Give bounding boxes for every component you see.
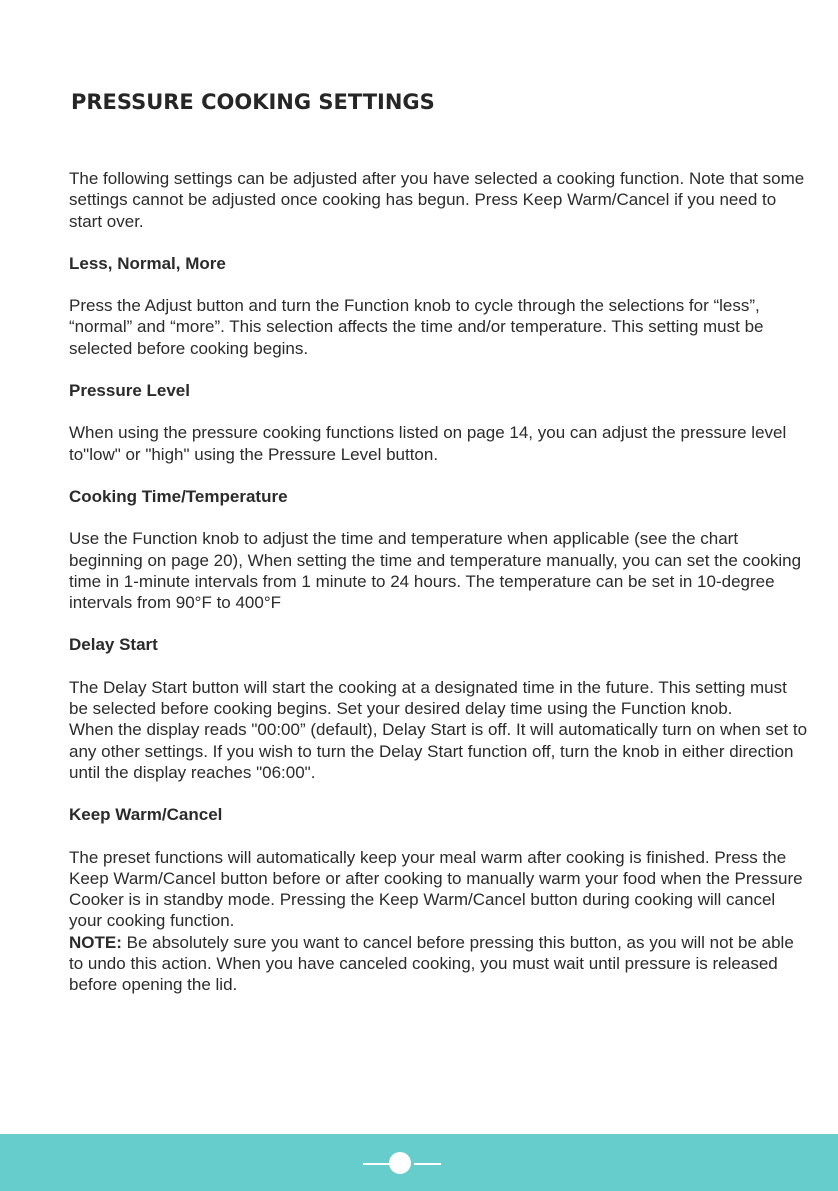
note-label: NOTE: [69,932,122,952]
footer-bar [0,1134,838,1191]
section-heading-less-normal-more: Less, Normal, More [69,253,226,273]
footer-divider-right [414,1163,441,1165]
section-heading-cooking-time-temperature: Cooking Time/Temperature [69,486,288,506]
section-heading-delay-start: Delay Start [69,635,158,655]
page-marker-dot [389,1152,411,1174]
section-heading-pressure-level: Pressure Level [69,381,190,401]
section-body-delay-start-continued: When the display reads "00:00” (default), Delay Start is off. It will automatically turn on when set to any other settings. If you wish to turn the Delay Start function off, turn the knob in either direction until the display reaches "06:00". [69,720,808,782]
footer-divider-left [363,1163,390,1165]
section-body-keep-warm-cancel: The preset functions will automatically keep your meal warm after cooking is finished. Press the Keep Warm/Cancel button before or after cooking to manually warm your food when the Pressure Cooker is in standby mode. Pressing the Keep Warm/Cancel button during cooking will cancel your cooking function. [69,847,803,931]
section-heading-keep-warm-cancel: Keep Warm/Cancel [69,805,223,825]
document-body [69,168,809,996]
page-title: PRESSURE COOKING SETTINGS [71,90,435,114]
section-body-pressure-level: When using the pressure cooking functions listed on page 14, you can adjust the pressure level to"low" or "high" using the Pressure Level button. [69,423,787,464]
section-body-cooking-time-temperature: Use the Function knob to adjust the time and temperature when applicable (see the chart beginning on page 20), When setting the time and temperature manually, you can set the cooking time in 1-minute intervals from 1 minute to 24 hours. The temperature can be set in 10-degree intervals from 90°F to 400°F [69,529,802,613]
intro-paragraph: The following settings can be adjusted after you have selected a cooking function. Note that some settings cannot be adjusted once cooking has begun. Press Keep Warm/Cancel if you need to start over. [69,169,805,231]
section-body-less-normal-more: Press the Adjust button and turn the Function knob to cycle through the selections for “less”, “normal” and “more”. This selection affects the time and/or temperature. This setting must be selected before cooking begins. [69,296,764,358]
section-body-delay-start: The Delay Start button will start the cooking at a designated time in the future. This setting must be selected before cooking begins. Set your desired delay time using the Function knob. [69,677,787,719]
note-paragraph [69,932,809,996]
note-text: Be absolutely sure you want to cancel before pressing this button, as you will not be able to undo this action. When you have canceled cooking, you must wait until pressure is released before opening the lid. [69,932,794,995]
